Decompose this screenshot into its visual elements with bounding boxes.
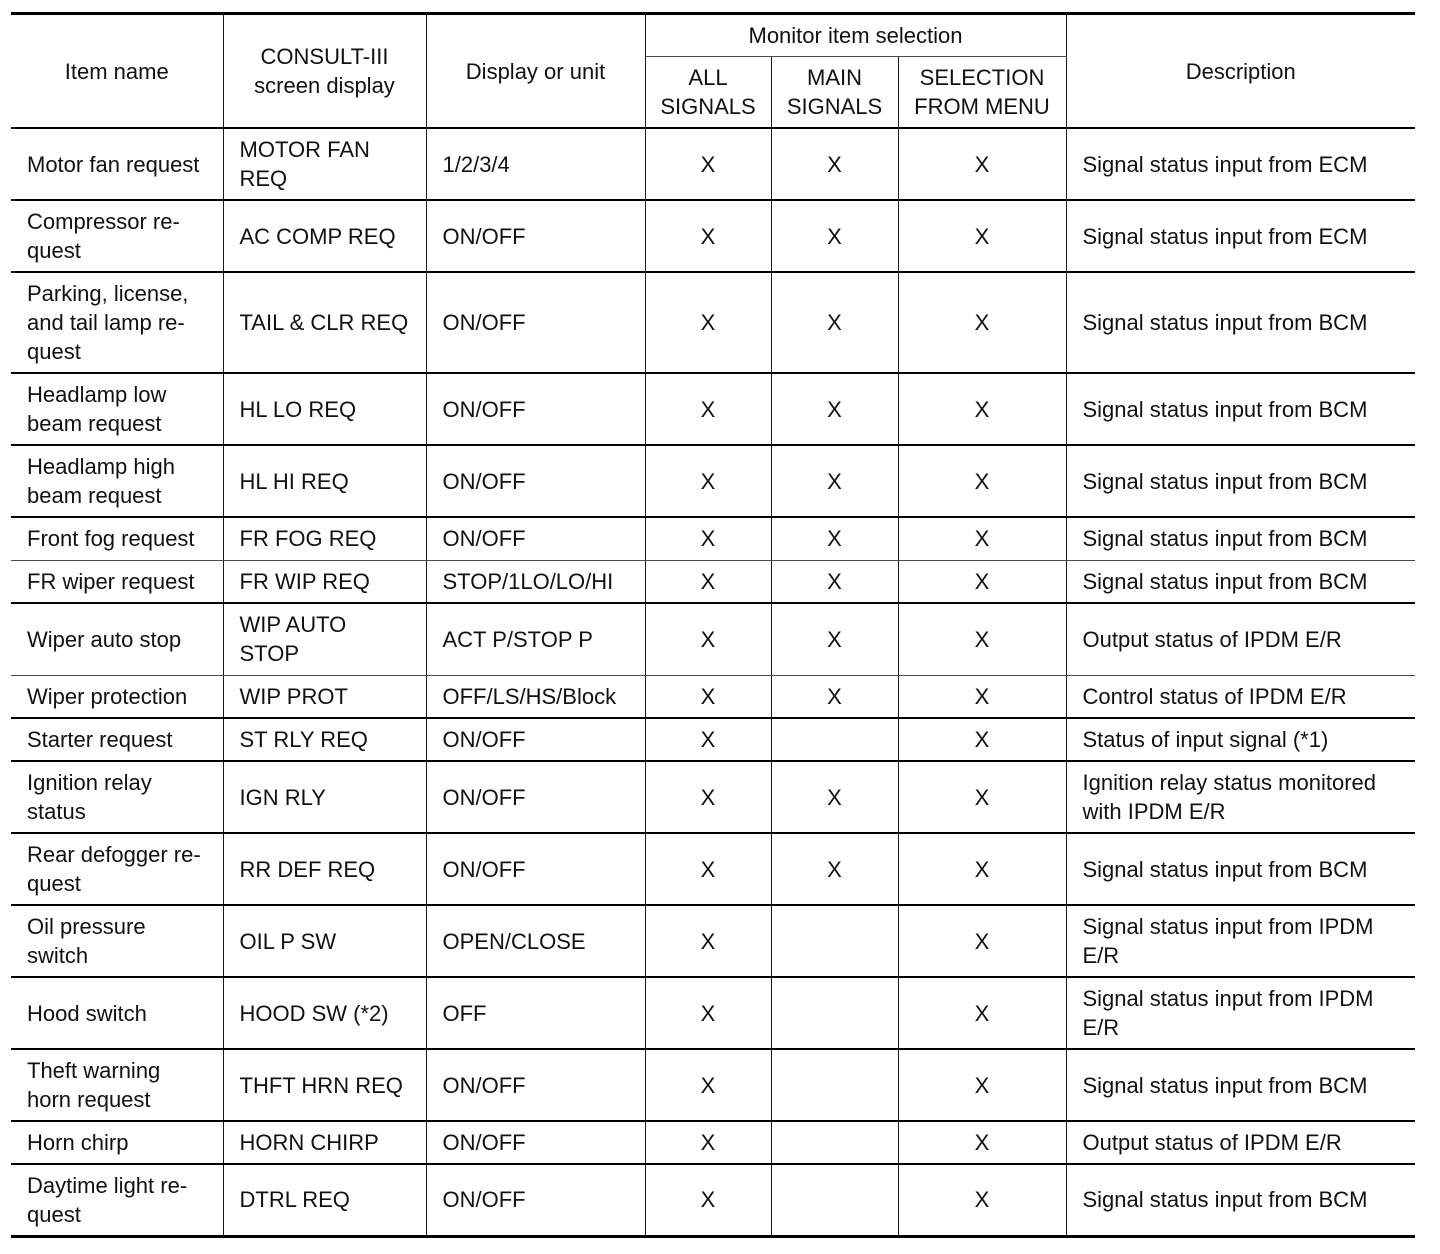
item-name-cell: Parking, license, and tail lamp re- quest	[11, 272, 223, 373]
description-cell: Signal status input from BCM	[1066, 833, 1415, 905]
main-signals-mark: X	[771, 833, 898, 905]
item-name-cell: Hood switch	[11, 977, 223, 1049]
description-cell: Signal status input from IPDM E/R	[1066, 905, 1415, 977]
description-cell: Signal status input from BCM	[1066, 517, 1415, 560]
description-cell: Ignition relay status monitored with IPDM E/R	[1066, 761, 1415, 833]
screen-display-cell: FR FOG REQ	[223, 517, 426, 560]
display-unit-cell: ON/OFF	[426, 761, 645, 833]
main-signals-mark: X	[771, 373, 898, 445]
screen-display-cell: TAIL & CLR REQ	[223, 272, 426, 373]
screen-display-cell: WIP PROT	[223, 675, 426, 718]
screen-display-cell: IGN RLY	[223, 761, 426, 833]
all-signals-mark: X	[645, 977, 771, 1049]
all-signals-mark: X	[645, 128, 771, 200]
header-all-signals: ALL SIGNALS	[645, 57, 771, 129]
main-signals-mark: X	[771, 128, 898, 200]
display-unit-cell: ON/OFF	[426, 272, 645, 373]
screen-display-cell: MOTOR FAN REQ	[223, 128, 426, 200]
item-name-cell: Wiper auto stop	[11, 603, 223, 675]
main-signals-mark	[771, 1121, 898, 1164]
table-row	[11, 675, 1415, 718]
main-signals-mark: X	[771, 200, 898, 272]
description-cell: Signal status input from IPDM E/R	[1066, 977, 1415, 1049]
item-name-cell: Headlamp low beam request	[11, 373, 223, 445]
screen-display-cell: DTRL REQ	[223, 1164, 426, 1236]
header-description: Description	[1066, 14, 1415, 129]
screen-display-cell: HORN CHIRP	[223, 1121, 426, 1164]
table-row	[11, 1164, 1415, 1236]
display-unit-cell: OFF/LS/HS/Block	[426, 675, 645, 718]
screen-display-cell: RR DEF REQ	[223, 833, 426, 905]
selection-from-menu-mark: X	[898, 761, 1066, 833]
item-name-cell: Horn chirp	[11, 1121, 223, 1164]
display-unit-cell: STOP/1LO/LO/HI	[426, 560, 645, 603]
selection-from-menu-mark: X	[898, 675, 1066, 718]
all-signals-mark: X	[645, 761, 771, 833]
header-monitor-item-selection: Monitor item selection	[645, 14, 1066, 57]
selection-from-menu-mark: X	[898, 1049, 1066, 1121]
selection-from-menu-mark: X	[898, 718, 1066, 761]
header-display-unit: Display or unit	[426, 14, 645, 129]
display-unit-cell: ON/OFF	[426, 200, 645, 272]
item-name-cell: Starter request	[11, 718, 223, 761]
header-screen-display: CONSULT-III screen display	[223, 14, 426, 129]
header-selection-from-menu: SELECTION FROM MENU	[898, 57, 1066, 129]
selection-from-menu-mark: X	[898, 977, 1066, 1049]
display-unit-cell: OPEN/CLOSE	[426, 905, 645, 977]
description-cell: Output status of IPDM E/R	[1066, 603, 1415, 675]
all-signals-mark: X	[645, 200, 771, 272]
table-row	[11, 128, 1415, 200]
description-cell: Signal status input from BCM	[1066, 373, 1415, 445]
item-name-cell: Compressor re- quest	[11, 200, 223, 272]
item-name-cell: Ignition relay status	[11, 761, 223, 833]
item-name-cell: Rear defogger re- quest	[11, 833, 223, 905]
description-cell: Signal status input from ECM	[1066, 200, 1415, 272]
description-cell: Signal status input from BCM	[1066, 445, 1415, 517]
main-signals-mark	[771, 1049, 898, 1121]
screen-display-cell: HOOD SW (*2)	[223, 977, 426, 1049]
monitor-item-table	[11, 12, 1415, 1238]
table-row	[11, 1049, 1415, 1121]
selection-from-menu-mark: X	[898, 373, 1066, 445]
table-row	[11, 445, 1415, 517]
all-signals-mark: X	[645, 445, 771, 517]
selection-from-menu-mark: X	[898, 560, 1066, 603]
table-row	[11, 1121, 1415, 1164]
item-name-cell: Daytime light re- quest	[11, 1164, 223, 1236]
display-unit-cell: ON/OFF	[426, 1049, 645, 1121]
description-cell: Signal status input from ECM	[1066, 128, 1415, 200]
selection-from-menu-mark: X	[898, 200, 1066, 272]
selection-from-menu-mark: X	[898, 517, 1066, 560]
all-signals-mark: X	[645, 373, 771, 445]
display-unit-cell: ON/OFF	[426, 445, 645, 517]
item-name-cell: Theft warning horn request	[11, 1049, 223, 1121]
all-signals-mark: X	[645, 1121, 771, 1164]
main-signals-mark: X	[771, 603, 898, 675]
all-signals-mark: X	[645, 718, 771, 761]
header-item-name: Item name	[11, 14, 223, 129]
main-signals-mark: X	[771, 675, 898, 718]
description-cell: Signal status input from BCM	[1066, 272, 1415, 373]
selection-from-menu-mark: X	[898, 1164, 1066, 1236]
display-unit-cell: ON/OFF	[426, 1164, 645, 1236]
table-body	[11, 128, 1415, 1236]
description-cell: Signal status input from BCM	[1066, 560, 1415, 603]
item-name-cell: Wiper protection	[11, 675, 223, 718]
table-row	[11, 517, 1415, 560]
display-unit-cell: ACT P/STOP P	[426, 603, 645, 675]
selection-from-menu-mark: X	[898, 905, 1066, 977]
description-cell: Signal status input from BCM	[1066, 1164, 1415, 1236]
table-row	[11, 833, 1415, 905]
all-signals-mark: X	[645, 272, 771, 373]
selection-from-menu-mark: X	[898, 1121, 1066, 1164]
selection-from-menu-mark: X	[898, 272, 1066, 373]
display-unit-cell: ON/OFF	[426, 373, 645, 445]
table-row	[11, 718, 1415, 761]
item-name-cell: Front fog request	[11, 517, 223, 560]
table-row	[11, 977, 1415, 1049]
main-signals-mark	[771, 718, 898, 761]
table-row	[11, 905, 1415, 977]
all-signals-mark: X	[645, 560, 771, 603]
screen-display-cell: FR WIP REQ	[223, 560, 426, 603]
main-signals-mark: X	[771, 517, 898, 560]
item-name-cell: Oil pressure switch	[11, 905, 223, 977]
display-unit-cell: 1/2/3/4	[426, 128, 645, 200]
main-signals-mark: X	[771, 445, 898, 517]
display-unit-cell: ON/OFF	[426, 833, 645, 905]
main-signals-mark	[771, 905, 898, 977]
table-row	[11, 603, 1415, 675]
table-row	[11, 200, 1415, 272]
table-row	[11, 373, 1415, 445]
all-signals-mark: X	[645, 1164, 771, 1236]
screen-display-cell: ST RLY REQ	[223, 718, 426, 761]
description-cell: Signal status input from BCM	[1066, 1049, 1415, 1121]
selection-from-menu-mark: X	[898, 833, 1066, 905]
main-signals-mark	[771, 977, 898, 1049]
description-cell: Status of input signal (*1)	[1066, 718, 1415, 761]
display-unit-cell: ON/OFF	[426, 517, 645, 560]
table-row	[11, 560, 1415, 603]
selection-from-menu-mark: X	[898, 603, 1066, 675]
main-signals-mark	[771, 1164, 898, 1236]
all-signals-mark: X	[645, 517, 771, 560]
description-cell: Output status of IPDM E/R	[1066, 1121, 1415, 1164]
all-signals-mark: X	[645, 603, 771, 675]
main-signals-mark: X	[771, 560, 898, 603]
item-name-cell: Headlamp high beam request	[11, 445, 223, 517]
header-main-signals: MAIN SIGNALS	[771, 57, 898, 129]
display-unit-cell: ON/OFF	[426, 1121, 645, 1164]
table-row	[11, 272, 1415, 373]
selection-from-menu-mark: X	[898, 128, 1066, 200]
display-unit-cell: OFF	[426, 977, 645, 1049]
screen-display-cell: OIL P SW	[223, 905, 426, 977]
all-signals-mark: X	[645, 675, 771, 718]
screen-display-cell: HL HI REQ	[223, 445, 426, 517]
selection-from-menu-mark: X	[898, 445, 1066, 517]
item-name-cell: FR wiper request	[11, 560, 223, 603]
table-row	[11, 761, 1415, 833]
display-unit-cell: ON/OFF	[426, 718, 645, 761]
screen-display-cell: AC COMP REQ	[223, 200, 426, 272]
main-signals-mark: X	[771, 761, 898, 833]
all-signals-mark: X	[645, 1049, 771, 1121]
all-signals-mark: X	[645, 833, 771, 905]
main-signals-mark: X	[771, 272, 898, 373]
screen-display-cell: THFT HRN REQ	[223, 1049, 426, 1121]
item-name-cell: Motor fan request	[11, 128, 223, 200]
all-signals-mark: X	[645, 905, 771, 977]
description-cell: Control status of IPDM E/R	[1066, 675, 1415, 718]
screen-display-cell: WIP AUTO STOP	[223, 603, 426, 675]
screen-display-cell: HL LO REQ	[223, 373, 426, 445]
